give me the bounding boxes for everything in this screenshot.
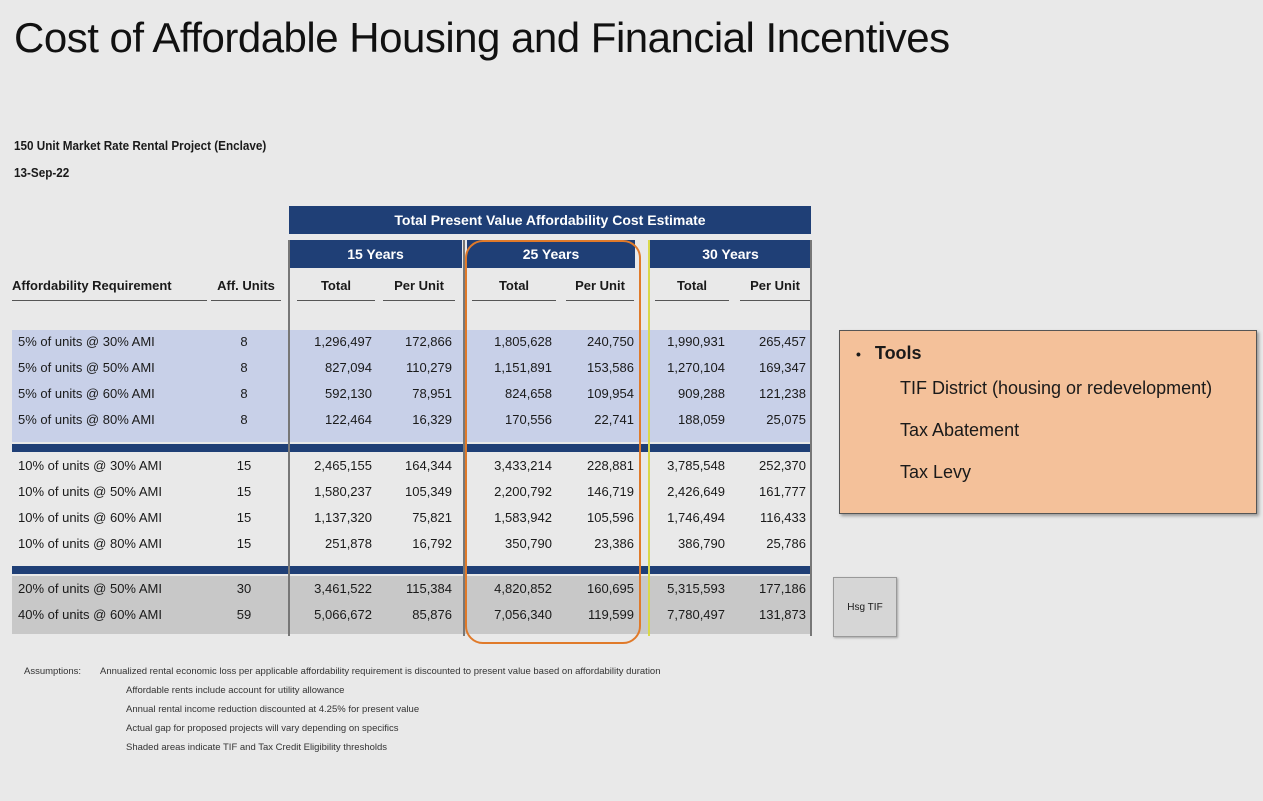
cell-total-25: 1,151,891 xyxy=(494,360,552,375)
cell-perunit-15: 16,329 xyxy=(412,412,452,427)
table-row xyxy=(12,356,811,382)
tools-item: TIF District (housing or redevelopment) xyxy=(900,378,1213,398)
assumptions-label: Assumptions: xyxy=(24,666,82,677)
cell-total-15: 5,066,672 xyxy=(314,607,372,622)
cell-requirement: 5% of units @ 80% AMI xyxy=(18,412,155,427)
tools-item: Tax Abatement xyxy=(900,420,1020,440)
col-header-perunit-30: Per Unit xyxy=(740,278,810,301)
cell-perunit-30: 265,457 xyxy=(759,334,806,349)
col-header-requirement: Affordability Requirement xyxy=(12,278,207,301)
cell-total-15: 827,094 xyxy=(325,360,372,375)
cell-perunit-25: 23,386 xyxy=(594,536,634,551)
cell-total-30: 7,780,497 xyxy=(667,607,725,622)
cell-perunit-15: 75,821 xyxy=(412,510,452,525)
cell-perunit-15: 172,866 xyxy=(405,334,452,349)
cell-perunit-25: 105,596 xyxy=(587,510,634,525)
highlight-25-years xyxy=(465,240,641,644)
cell-total-25: 4,820,852 xyxy=(494,581,552,596)
cell-perunit-30: 121,238 xyxy=(759,386,806,401)
cell-perunit-25: 109,954 xyxy=(587,386,634,401)
assumption-line: Actual gap for proposed projects will vary depending on specifics xyxy=(126,723,399,734)
hsg-tif-button[interactable]: Hsg TIF xyxy=(833,577,897,637)
table-row xyxy=(12,506,811,532)
cell-units: 30 xyxy=(236,581,252,596)
bullet-icon: • xyxy=(856,346,861,362)
project-date: 13-Sep-22 xyxy=(14,165,70,180)
cell-units: 8 xyxy=(240,360,248,375)
cell-perunit-25: 153,586 xyxy=(587,360,634,375)
table-row xyxy=(12,577,811,603)
project-info xyxy=(14,132,266,186)
cell-total-25: 170,556 xyxy=(505,412,552,427)
cell-units: 15 xyxy=(236,510,252,525)
cell-total-30: 909,288 xyxy=(678,386,725,401)
cell-units: 15 xyxy=(236,536,252,551)
cell-units: 15 xyxy=(236,484,252,499)
cell-total-30: 1,270,104 xyxy=(667,360,725,375)
cell-units: 15 xyxy=(236,458,252,473)
cell-requirement: 40% of units @ 60% AMI xyxy=(18,607,162,622)
cell-units: 8 xyxy=(240,412,248,427)
table-row xyxy=(12,330,811,356)
cell-perunit-15: 115,384 xyxy=(405,581,452,596)
cell-perunit-30: 252,370 xyxy=(759,458,806,473)
period-header-25: 25 Years xyxy=(467,240,635,268)
assumption-line: Affordable rents include account for utility allowance xyxy=(126,685,345,696)
cell-total-30: 188,059 xyxy=(678,412,725,427)
cell-total-15: 1,580,237 xyxy=(314,484,372,499)
cell-total-15: 3,461,522 xyxy=(314,581,372,596)
cell-units: 8 xyxy=(240,334,248,349)
page-title: Cost of Affordable Housing and Financial Incentives xyxy=(14,14,950,61)
cell-total-15: 122,464 xyxy=(325,412,372,427)
cell-perunit-15: 85,876 xyxy=(412,607,452,622)
project-name: 150 Unit Market Rate Rental Project (Enclave) xyxy=(14,138,267,153)
cell-perunit-15: 78,951 xyxy=(412,386,452,401)
group-separator xyxy=(12,566,811,574)
cell-total-30: 1,746,494 xyxy=(667,510,725,525)
cell-total-15: 592,130 xyxy=(325,386,372,401)
cell-perunit-15: 105,349 xyxy=(405,484,452,499)
cell-requirement: 5% of units @ 60% AMI xyxy=(18,386,155,401)
cell-total-25: 2,200,792 xyxy=(494,484,552,499)
cell-total-25: 7,056,340 xyxy=(494,607,552,622)
cell-total-25: 1,583,942 xyxy=(494,510,552,525)
table-row xyxy=(12,408,811,434)
cell-perunit-30: 177,186 xyxy=(759,581,806,596)
cell-perunit-30: 161,777 xyxy=(759,484,806,499)
col-header-total-15: Total xyxy=(297,278,375,301)
cell-perunit-30: 116,433 xyxy=(759,510,806,525)
cell-requirement: 10% of units @ 30% AMI xyxy=(18,458,162,473)
cell-perunit-30: 25,786 xyxy=(766,536,806,551)
cell-units: 8 xyxy=(240,386,248,401)
cell-total-25: 824,658 xyxy=(505,386,552,401)
cell-perunit-15: 164,344 xyxy=(405,458,452,473)
cell-perunit-25: 160,695 xyxy=(587,581,634,596)
cell-total-30: 1,990,931 xyxy=(667,334,725,349)
table-row xyxy=(12,480,811,506)
cell-total-30: 5,315,593 xyxy=(667,581,725,596)
tools-heading xyxy=(856,343,1240,364)
cell-perunit-15: 16,792 xyxy=(412,536,452,551)
cell-perunit-25: 228,881 xyxy=(587,458,634,473)
tools-item: Tax Levy xyxy=(900,462,972,482)
col-header-perunit-15: Per Unit xyxy=(383,278,455,301)
table-row xyxy=(12,454,811,480)
tools-heading-text: Tools xyxy=(874,343,922,363)
group-separator xyxy=(12,444,811,452)
period-header-30: 30 Years xyxy=(650,240,811,268)
cell-requirement: 5% of units @ 30% AMI xyxy=(18,334,155,349)
cell-perunit-25: 22,741 xyxy=(594,412,634,427)
cell-perunit-25: 119,599 xyxy=(587,607,634,622)
cell-perunit-25: 240,750 xyxy=(587,334,634,349)
table-main-header: Total Present Value Affordability Cost Estimate xyxy=(289,206,811,234)
tools-panel xyxy=(839,330,1257,514)
cell-requirement: 20% of units @ 50% AMI xyxy=(18,581,162,596)
assumption-line: Annualized rental economic loss per applicable affordability requirement is discounted to present value based on affordability duration xyxy=(100,666,661,677)
cell-total-15: 1,137,320 xyxy=(314,510,372,525)
cell-total-25: 3,433,214 xyxy=(494,458,552,473)
cell-requirement: 10% of units @ 80% AMI xyxy=(18,536,162,551)
cell-total-25: 1,805,628 xyxy=(494,334,552,349)
period-header-15: 15 Years xyxy=(289,240,462,268)
cell-perunit-25: 146,719 xyxy=(587,484,634,499)
cell-total-30: 3,785,548 xyxy=(667,458,725,473)
cell-perunit-15: 110,279 xyxy=(405,360,452,375)
assumption-line: Annual rental income reduction discounted at 4.25% for present value xyxy=(126,704,420,715)
assumption-line: Shaded areas indicate TIF and Tax Credit Eligibility thresholds xyxy=(126,742,388,753)
cell-requirement: 10% of units @ 50% AMI xyxy=(18,484,162,499)
table-row xyxy=(12,382,811,408)
col-header-perunit-25: Per Unit xyxy=(566,278,634,301)
col-header-total-25: Total xyxy=(472,278,556,301)
table-row xyxy=(12,603,811,629)
cell-total-30: 2,426,649 xyxy=(667,484,725,499)
table-row xyxy=(12,532,811,558)
cell-units: 59 xyxy=(236,607,252,622)
cell-total-15: 251,878 xyxy=(325,536,372,551)
cell-requirement: 10% of units @ 60% AMI xyxy=(18,510,162,525)
col-header-units: Aff. Units xyxy=(211,278,281,301)
col-header-total-30: Total xyxy=(655,278,729,301)
cell-perunit-30: 131,873 xyxy=(759,607,806,622)
cell-requirement: 5% of units @ 50% AMI xyxy=(18,360,155,375)
cell-perunit-30: 25,075 xyxy=(766,412,806,427)
cell-total-30: 386,790 xyxy=(678,536,725,551)
cell-total-15: 1,296,497 xyxy=(314,334,372,349)
cell-total-15: 2,465,155 xyxy=(314,458,372,473)
cell-perunit-30: 169,347 xyxy=(759,360,806,375)
cell-total-25: 350,790 xyxy=(505,536,552,551)
